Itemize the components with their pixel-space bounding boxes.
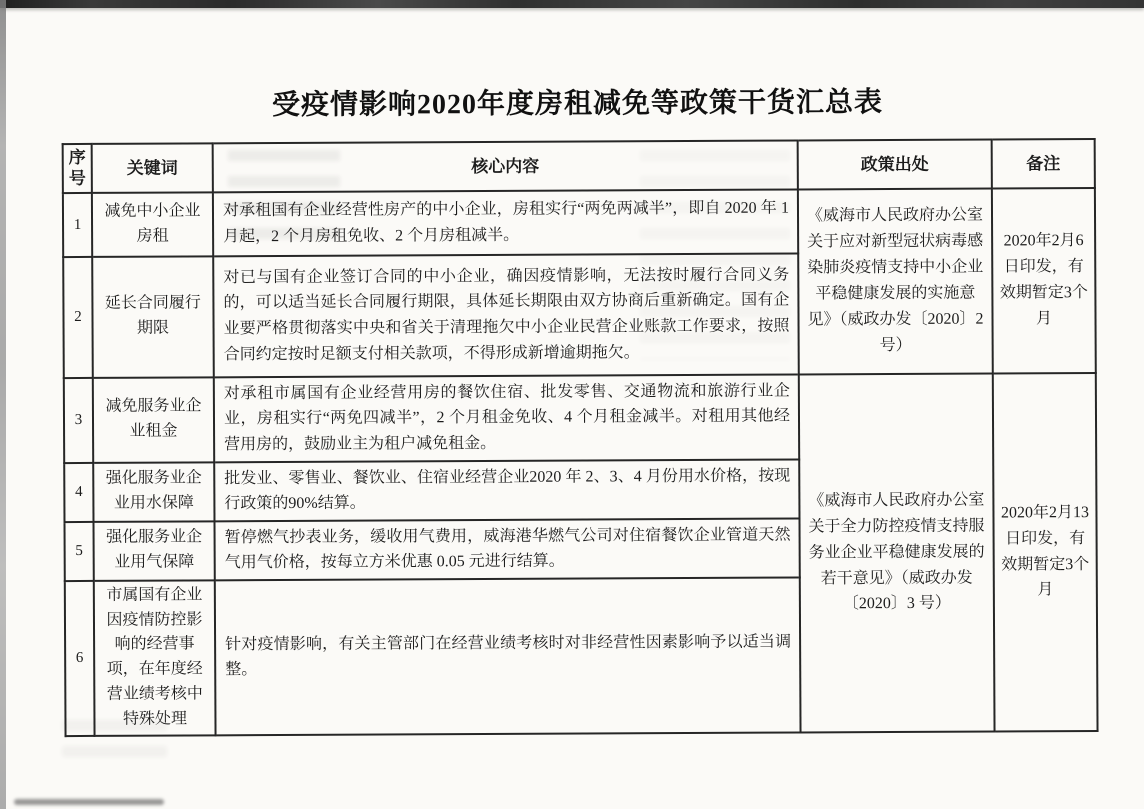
header-remark: 备注 xyxy=(992,139,1095,188)
policy-summary-table xyxy=(62,138,1099,737)
row-keyword: 减免中小企业房租 xyxy=(92,192,213,257)
row-content: 对承租市属国有企业经营用房的餐饮住宿、批发零售、交通物流和旅游行业企业，房租实行“两免四减半”，2 个月租金免收、4 个月租金减半。对租用其他经营用房的，鼓励业主为租户减免租金。 xyxy=(214,374,799,462)
row-keyword: 市属国有企业因疫情防控影响的经营事项，在年度经营业绩考核中特殊处理 xyxy=(94,580,216,735)
row-keyword: 延长合同履行期限 xyxy=(92,256,214,378)
row-content: 针对疫情影响，有关主管部门在经营业绩考核时对非经营性因素影响予以适当调整。 xyxy=(215,577,801,735)
row-keyword: 强化服务业企业用气保障 xyxy=(93,521,214,581)
header-no: 序号 xyxy=(63,144,92,193)
merged-source-cell: 《威海市人民政府办公室关于应对新型冠状病毒感染肺炎疫情支持中小企业平稳健康发展的实施意见》（威政办发〔2020〕2号） xyxy=(798,188,993,374)
row-no: 5 xyxy=(64,522,93,581)
row-content: 对已与国有企业签订合同的中小企业，确因疫情影响，无法按时履行合同义务的，可以适当延长合同履行期限，具体延长期限由双方协商后重新确定。国有企业要严格贯彻落实中央和省关于清理拖欠中小企业民营企业账款工作要求，按照合同约定按时足额支付相关款项，不得形成新增逾期拖欠。 xyxy=(213,253,799,377)
table-row xyxy=(64,373,1096,463)
table-row xyxy=(63,188,1095,257)
merged-remark-cell: 2020年2月13日印发，有效期暂定3个月 xyxy=(993,373,1098,732)
document-title: 受疫情影响2020年度房租减免等政策干货汇总表 xyxy=(271,87,884,122)
row-content: 对承租国有企业经营性房产的中小企业，房租实行“两免两减半”，即自 2020 年 1 月起，2 个月房租免收、2 个月房租减半。 xyxy=(213,189,798,256)
merged-source-cell: 《威海市人民政府办公室关于全力防控疫情支持服务业企业平稳健康发展的若干意见》（威政办发〔2020〕3 号） xyxy=(799,373,995,732)
row-no: 3 xyxy=(64,377,93,462)
header-source: 政策出处 xyxy=(798,140,992,189)
row-keyword: 强化服务业企业用水保障 xyxy=(93,462,214,522)
row-no: 1 xyxy=(63,192,92,256)
table-header-row xyxy=(63,139,1095,193)
merged-remark-cell: 2020年2月6日印发，有效期暂定3个月 xyxy=(992,188,1096,374)
header-keyword: 关键词 xyxy=(92,143,213,192)
row-no: 6 xyxy=(65,581,95,736)
row-content: 批发业、零售业、餐饮业、住宿业经营企业2020 年 2、3、4 月份用水价格，按现行政策的90%结算。 xyxy=(214,459,799,521)
header-content: 核心内容 xyxy=(213,140,798,191)
row-no: 2 xyxy=(63,256,93,377)
row-keyword: 减免服务业企业租金 xyxy=(93,377,214,463)
row-no: 4 xyxy=(64,462,93,521)
row-content: 暂停燃气抄表业务，缓收用气费用，威海港华燃气公司对住宿餐饮企业管道天然气用气价格，按每立方米优惠 0.05 元进行结算。 xyxy=(214,518,799,580)
